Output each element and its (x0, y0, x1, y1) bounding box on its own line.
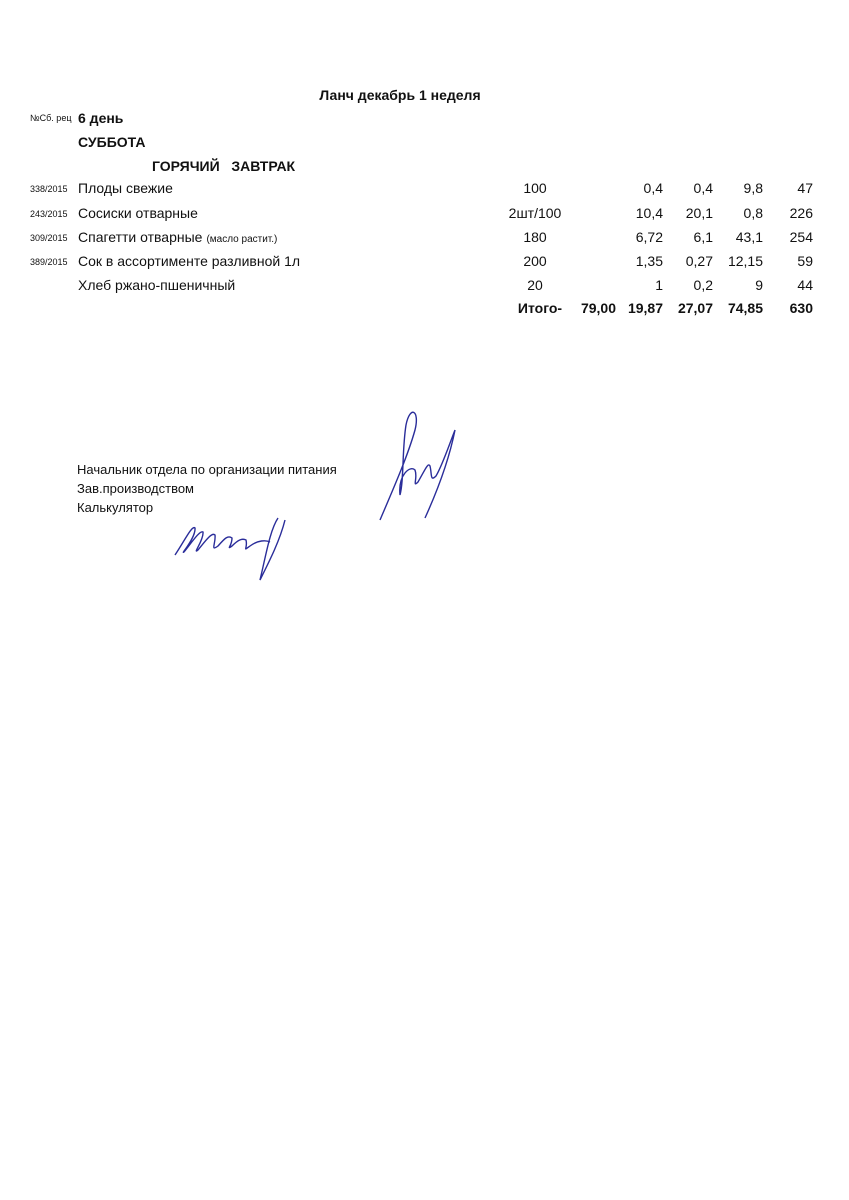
table-row (0, 180, 849, 200)
fat: 0,27 (685, 253, 713, 269)
recipe-code: 389/2015 (30, 257, 68, 267)
handwritten-signature-2 (170, 510, 300, 590)
fat: 0,4 (693, 180, 713, 196)
total-label: Итого- (517, 300, 563, 316)
day-label: 6 день (78, 110, 124, 126)
document-title: Ланч декабрь 1 неделя (319, 87, 481, 103)
fat: 20,1 (685, 205, 713, 221)
kcal: 226 (789, 205, 813, 221)
dish-name (78, 205, 198, 221)
total-protein: 19,87 (627, 300, 663, 316)
fat: 0,2 (693, 277, 713, 293)
recipe-code: 309/2015 (30, 233, 68, 243)
kcal: 254 (789, 229, 813, 245)
portion: 180 (523, 229, 547, 245)
weekday-label: СУББОТА (78, 134, 146, 150)
portion: 200 (523, 253, 547, 269)
dish-name-text: Хлеб ржано-пшеничный (78, 277, 236, 293)
dish-note: (масло растит.) (206, 234, 278, 245)
protein: 1 (655, 277, 663, 293)
protein: 1,35 (635, 253, 663, 269)
protein: 6,72 (635, 229, 663, 245)
total-carbs: 74,85 (727, 300, 763, 316)
kcal: 47 (797, 180, 813, 196)
fat: 6,1 (693, 229, 713, 245)
carbs: 0,8 (743, 205, 763, 221)
carbs: 9 (755, 277, 763, 293)
dish-name (78, 180, 173, 196)
dish-name (78, 229, 277, 245)
table-row (0, 253, 849, 273)
recipe-number-label: №Сб. рец (30, 113, 72, 123)
handwritten-signature-1 (370, 400, 470, 530)
table-row (0, 229, 849, 249)
carbs: 12,15 (727, 253, 763, 269)
total-row (0, 300, 849, 320)
protein: 10,4 (635, 205, 663, 221)
table-row (0, 205, 849, 225)
recipe-code: 338/2015 (30, 184, 68, 194)
signature-production-label: Зав.производством (77, 481, 194, 496)
dish-name-text: Плоды свежие (78, 180, 173, 196)
total-price: 79,00 (580, 300, 616, 316)
total-kcal: 630 (789, 300, 813, 316)
dish-name-text: Сосиски отварные (78, 205, 198, 221)
kcal: 59 (797, 253, 813, 269)
dish-name-text: Сок в ассортименте разливной 1л (78, 253, 301, 269)
recipe-code: 243/2015 (30, 209, 68, 219)
meal-label: ГОРЯЧИЙ ЗАВТРАК (152, 158, 296, 174)
table-row (0, 277, 849, 297)
dish-name (78, 253, 300, 269)
protein: 0,4 (643, 180, 663, 196)
carbs: 43,1 (735, 229, 763, 245)
signature-calculator-label: Калькулятор (77, 500, 154, 515)
dish-name (78, 277, 235, 293)
kcal: 44 (797, 277, 813, 293)
portion: 2шт/100 (508, 205, 562, 221)
carbs: 9,8 (743, 180, 763, 196)
total-fat: 27,07 (677, 300, 713, 316)
portion: 20 (527, 277, 543, 293)
portion: 100 (523, 180, 547, 196)
dish-name-text: Спагетти отварные (78, 229, 203, 245)
signature-head-label: Начальник отдела по организации питания (77, 462, 337, 477)
